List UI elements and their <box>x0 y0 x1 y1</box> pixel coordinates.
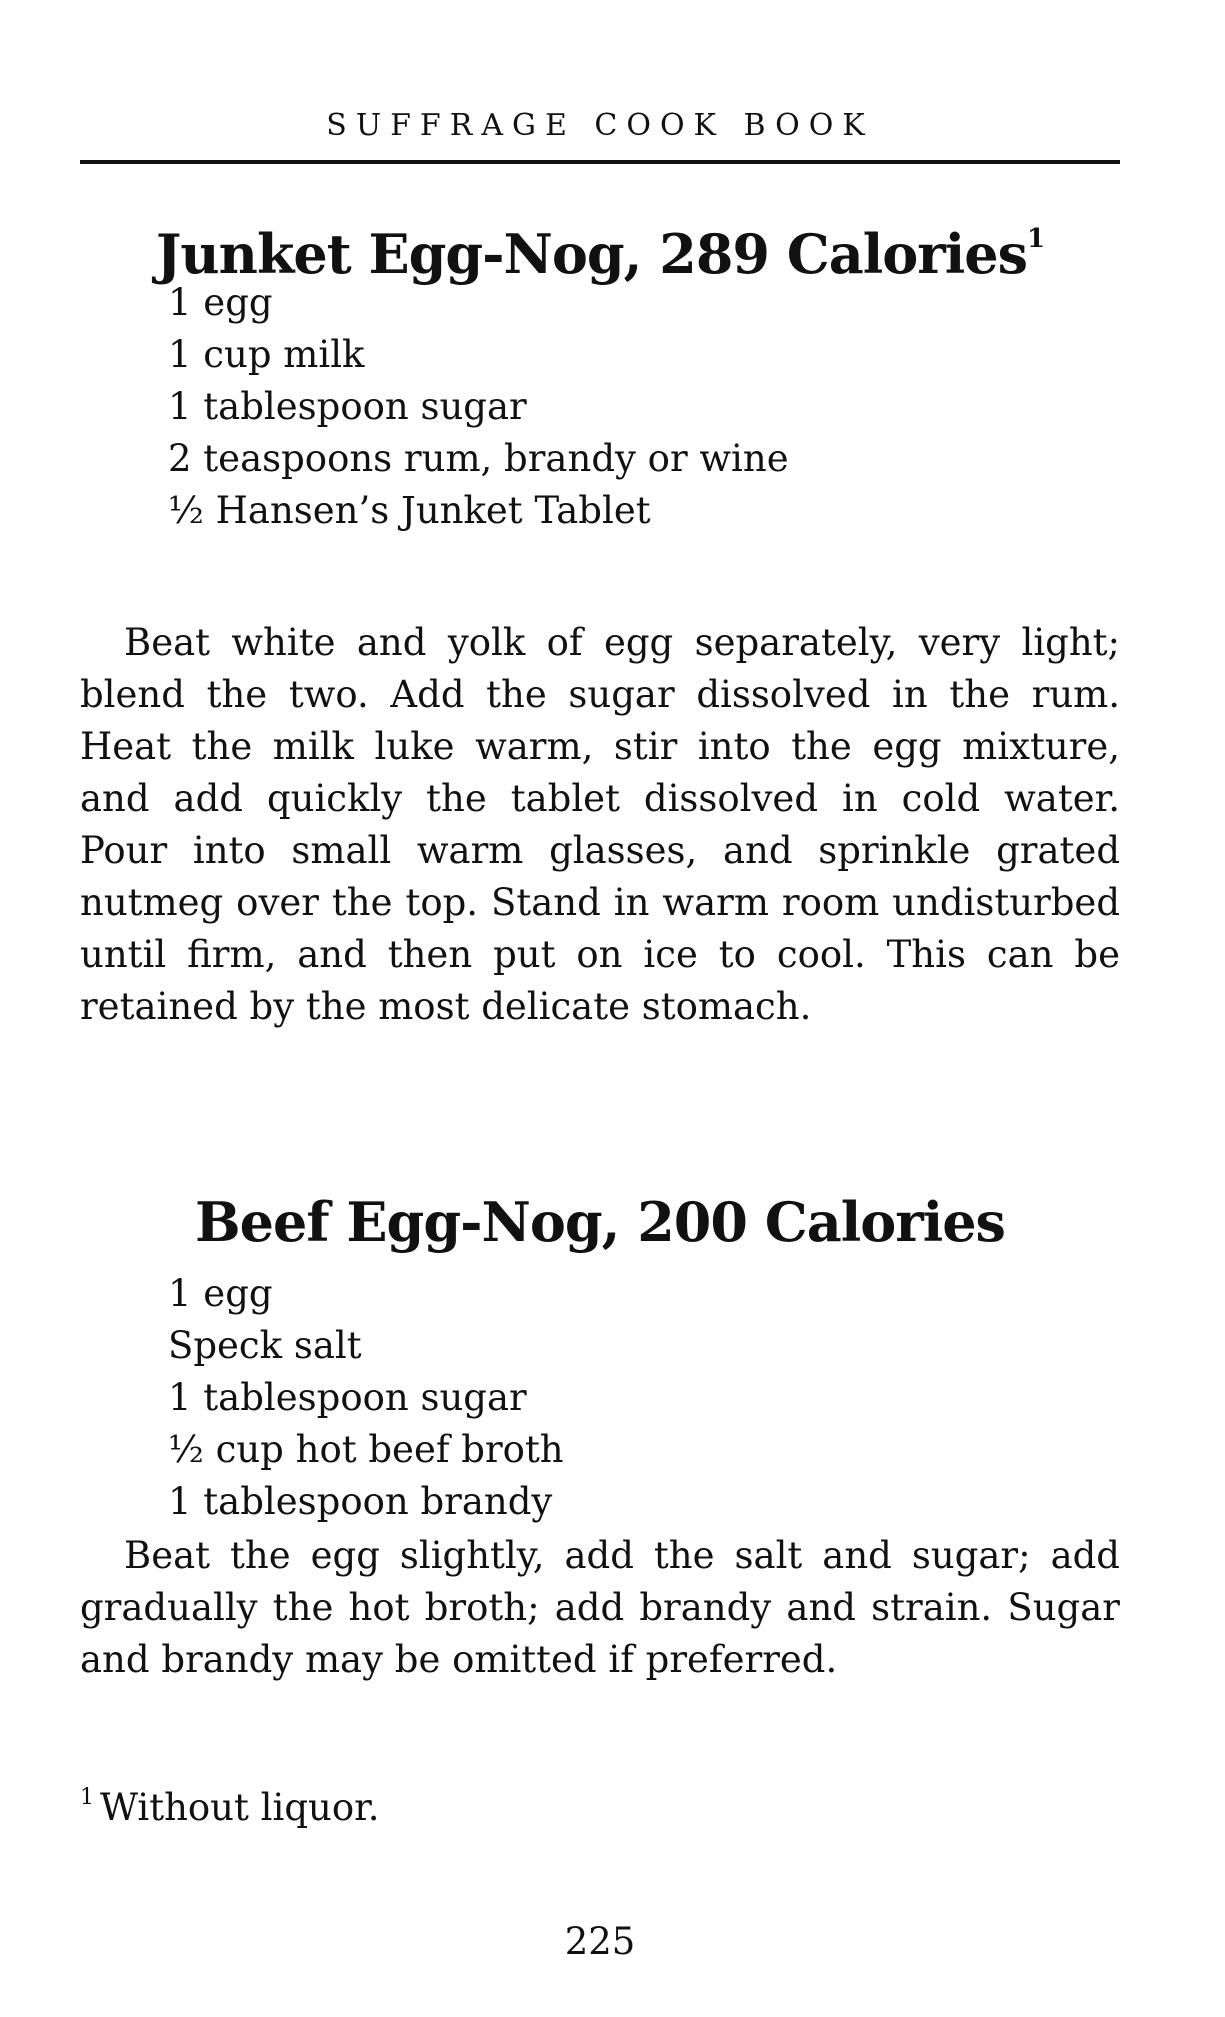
ingredient-item: 1 egg <box>168 281 273 324</box>
ingredient-item: 2 teaspoons rum, brandy or wine <box>168 437 789 480</box>
ingredient-item: 1 tablespoon brandy <box>168 1480 553 1523</box>
ingredient-item: 1 tablespoon sugar <box>168 385 527 428</box>
method-paragraph-beef: Beat the egg slightly, add the salt and sugar; add gradually the hot broth; add brandy and strain. Sugar and brandy may be omitted if preferred. <box>80 1534 1120 1681</box>
ingredient-item: Speck salt <box>168 1324 362 1367</box>
footnote-text: Without liquor. <box>100 1786 380 1829</box>
ingredient-item: 1 egg <box>168 1272 273 1315</box>
footnote-reference: 1 <box>1027 224 1045 254</box>
footnote <box>80 1772 1120 1834</box>
page-number: 225 <box>564 1920 636 1963</box>
recipe-title-text: Junket Egg-Nog, 289 Calories <box>155 222 1028 286</box>
ingredient-list-junket <box>168 277 789 537</box>
method-paragraph-junket: Beat white and yolk of egg separately, very light; blend the two. Add the sugar dissolved in the rum. Heat the milk luke warm, stir into the egg mixture, and add quickly the tablet dissolved in cold water. Pour into small warm glasses, and sprinkle grated nutmeg over the top. Stand in warm room undisturbed until firm, and then put on ice to cool. This can be retained by the most delicate stomach. <box>80 621 1120 1028</box>
ingredient-item: ½ cup hot beef broth <box>168 1428 564 1471</box>
ingredient-item: ½ Hansen’s Junket Tablet <box>168 489 651 532</box>
recipe-title-text: Beef Egg-Nog, 200 Calories <box>195 1190 1005 1254</box>
ingredient-item: 1 cup milk <box>168 333 365 376</box>
ingredient-list-beef <box>168 1268 564 1528</box>
ingredient-item: 1 tablespoon sugar <box>168 1376 527 1419</box>
footnote-mark: 1 <box>80 1785 94 1810</box>
recipe-title-beef-egg-nog <box>80 1190 1120 1254</box>
running-head: SUFFRAGE COOK BOOK <box>326 108 874 143</box>
header-rule <box>80 160 1120 164</box>
